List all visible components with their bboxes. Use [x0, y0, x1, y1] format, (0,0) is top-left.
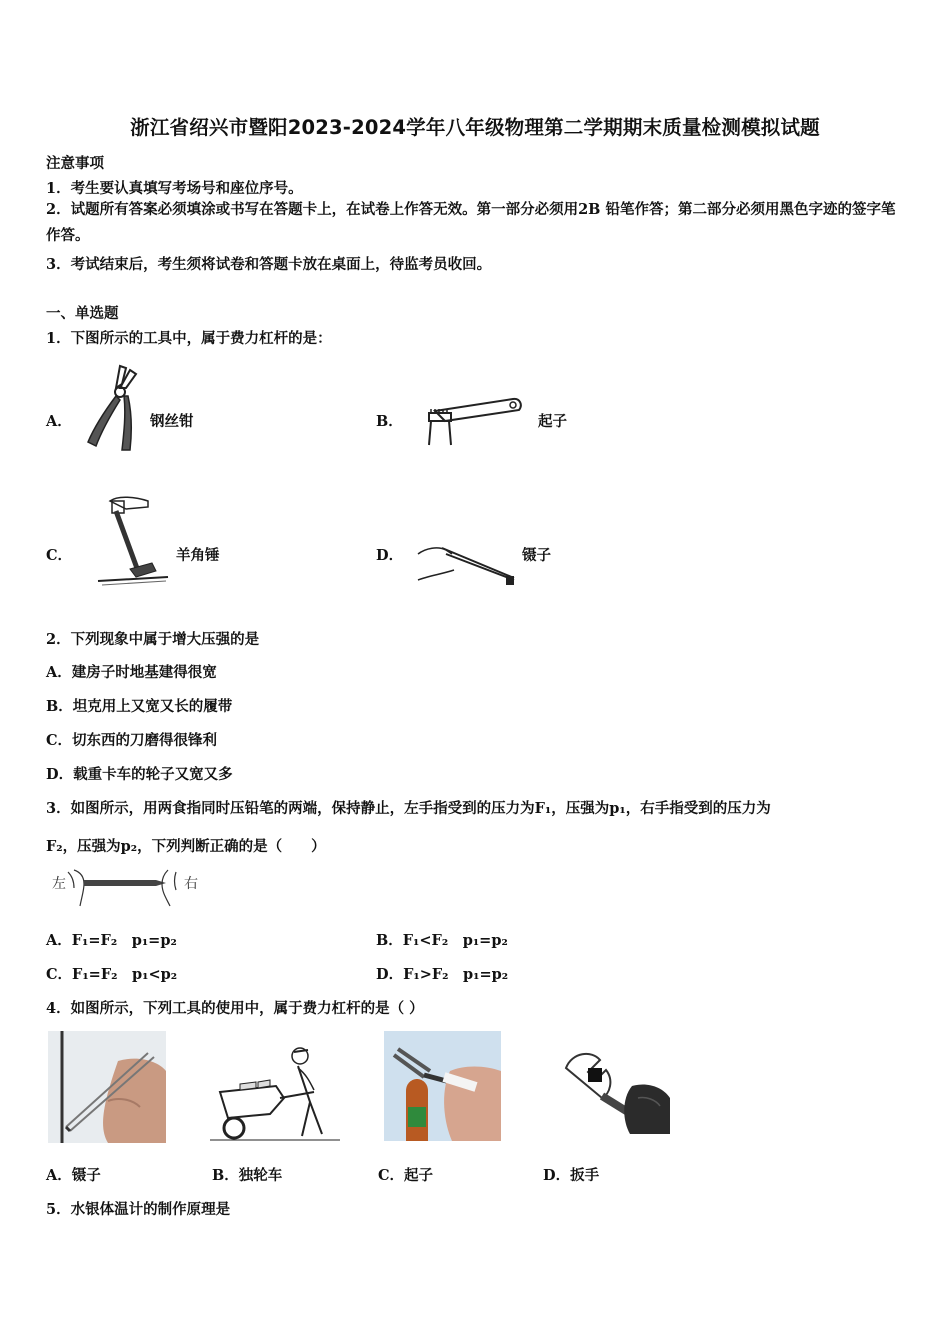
notice-item-1: 1．考生要认真填写考场号和座位序号。 — [46, 180, 303, 197]
figure-label-right: 右 — [184, 876, 198, 892]
q3-stem-line1: 3．如图所示，用两食指同时压铅笔的两端，保持静止，左手指受到的压力为F₁，压强为p₁，右手指受到的压力为 — [46, 800, 771, 817]
q1-option-c-label: 羊角锤 — [176, 547, 220, 564]
q1-stem: 1．下图所示的工具中，属于费力杠杆的是： — [46, 330, 332, 347]
q1-option-b-letter: B． — [376, 413, 403, 430]
bottle-opener-icon — [425, 393, 525, 448]
page-title: 浙江省绍兴市暨阳2023-2024学年八年级物理第二学期期末质量检测模拟试题 — [130, 116, 820, 139]
wrench-photo — [562, 1046, 670, 1134]
q1-option-d-label: 镊子 — [522, 547, 551, 564]
q4-option-d: D．扳手 — [543, 1167, 600, 1184]
pliers-icon — [82, 362, 142, 457]
section-heading: 一、单选题 — [46, 305, 119, 322]
q1-option-b-label: 起子 — [538, 413, 567, 430]
q4-option-c: C．起子 — [378, 1167, 434, 1184]
q4-option-b: B．独轮车 — [212, 1167, 283, 1184]
q2-option-a: A．建房子时地基建得很宽 — [46, 664, 217, 681]
q2-option-c: C．切东西的刀磨得很锋利 — [46, 732, 218, 749]
q1-option-a-letter: A． — [46, 413, 72, 430]
q3-option-d: D．F₁>F₂ p₁=p₂ — [376, 966, 509, 983]
q3-stem-line2: F₂，压强为p₂，下列判断正确的是（ ） — [46, 838, 326, 855]
q3-option-c: C．F₁=F₂ p₁<p₂ — [46, 966, 178, 983]
q2-stem: 2．下列现象中属于增大压强的是 — [46, 631, 260, 648]
q1-option-d-letter: D． — [376, 547, 404, 564]
notice-item-3: 3．考试结束后，考生须将试卷和答题卡放在桌面上，待监考员收回。 — [46, 256, 492, 273]
tweezers-icon — [414, 540, 519, 590]
tweezers-photo — [48, 1031, 166, 1143]
q4-option-a: A．镊子 — [46, 1167, 101, 1184]
q2-option-b: B．坦克用上又宽又长的履带 — [46, 698, 233, 715]
q3-option-a: A．F₁=F₂ p₁=p₂ — [46, 932, 177, 949]
q1-option-a-label: 钢丝钳 — [150, 413, 194, 430]
figure-label-left: 左 — [52, 876, 66, 892]
q2-option-d: D．载重卡车的轮子又宽又多 — [46, 766, 233, 783]
wheelbarrow-icon — [210, 1046, 340, 1142]
q4-stem: 4．如图所示，下列工具的使用中，属于费力杠杆的是（ ） — [46, 1000, 424, 1017]
notice-heading: 注意事项 — [46, 155, 104, 172]
bottle-opener-photo — [384, 1031, 501, 1141]
q1-option-c-letter: C． — [46, 547, 73, 564]
q5-stem: 5．水银体温计的制作原理是 — [46, 1201, 231, 1218]
notice-item-2: 2．试题所有答案必须填涂或书写在答题卡上，在试卷上作答无效。第一部分必须用2B 铅笔作答；第二部分必须用黑色字迹的签字笔作答。 — [46, 201, 896, 244]
claw-hammer-icon — [96, 493, 171, 588]
pencil-pressed-icon — [66, 866, 186, 910]
q3-option-b: B．F₁<F₂ p₁=p₂ — [376, 932, 508, 949]
